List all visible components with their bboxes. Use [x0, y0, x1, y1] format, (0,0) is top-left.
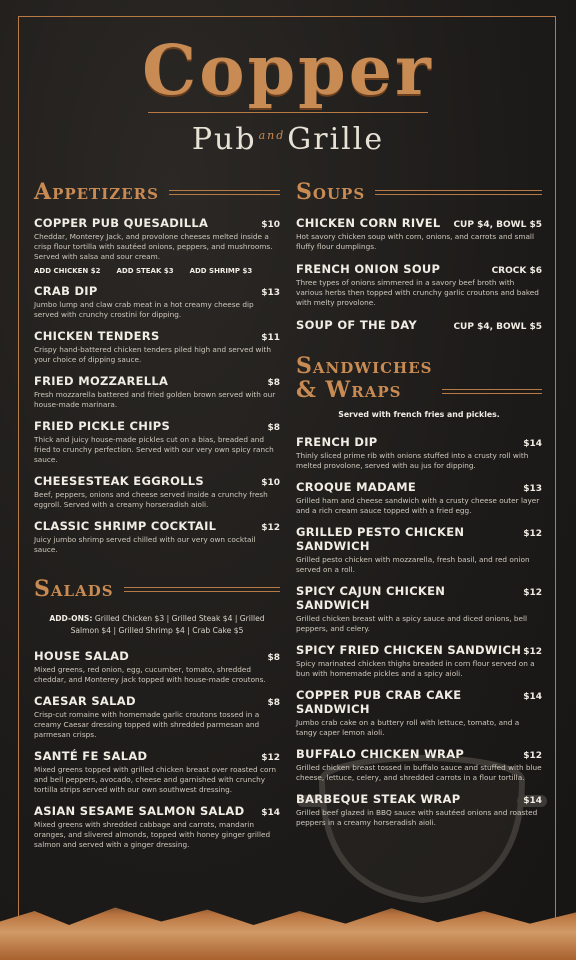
menu-item [34, 374, 280, 410]
menu-header [0, 31, 576, 157]
item-description: Mixed greens, red onion, egg, cucumber, tomato, shredded cheddar, and Monterey jack topped with house-made croutons. [34, 665, 266, 684]
menu-item [34, 474, 280, 510]
item-price: CROCK $6 [491, 266, 542, 276]
item-price: $13 [261, 288, 280, 298]
item-name: CHICKEN TENDERS [34, 329, 160, 343]
menu-item [34, 804, 280, 850]
menu-item [34, 419, 280, 465]
menu-item [296, 792, 542, 828]
item-price: $14 [523, 439, 542, 449]
addon: ADD CHICKEN $2 [34, 267, 101, 275]
item-name: BARBEQUE STEAK WRAP [296, 792, 461, 806]
addon: ADD STEAK $3 [116, 267, 174, 275]
item-name: SPICY FRIED CHICKEN SANDWICH [296, 643, 522, 657]
item-name: BUFFALO CHICKEN WRAP [296, 747, 465, 761]
item-name: CROQUE MADAME [296, 480, 417, 494]
menu-item [34, 329, 280, 365]
menu-item [296, 525, 542, 575]
menu-item [296, 643, 542, 679]
item-name: COPPER PUB QUESADILLA [34, 216, 209, 230]
heading-rule [442, 389, 542, 394]
menu-item [296, 584, 542, 634]
salads-title: Salads [34, 576, 114, 602]
restaurant-name: Copper [142, 31, 434, 111]
item-name: COPPER PUB CRAB CAKE SANDWICH [296, 688, 462, 716]
item-description: Crisp-cut romaine with homemade garlic croutons tossed in a creamy Caesar dressing topped with shredded parmesan and parmesan crisps. [34, 710, 260, 739]
item-price: $12 [523, 588, 542, 598]
subtitle-grille: Grille [287, 122, 385, 157]
subtitle-and: and [258, 129, 286, 142]
salad-addons [34, 613, 280, 637]
title-divider [148, 112, 428, 113]
appetizers-title: Appetizers [34, 179, 159, 205]
item-description: Jumbo crab cake on a buttery roll with lettuce, tomato, and a tangy caper lemon aioli. [296, 718, 520, 737]
item-price: $14 [523, 796, 542, 806]
item-name: SOUP OF THE DAY [296, 318, 417, 332]
item-price: $10 [261, 478, 280, 488]
item-description: Grilled pesto chicken with mozzarella, fresh basil, and red onion served on a roll. [296, 555, 530, 574]
menu-item [34, 649, 280, 685]
subtitle-pub: Pub [191, 122, 257, 157]
item-name: CRAB DIP [34, 284, 98, 298]
item-name: CHICKEN CORN RIVEL [296, 216, 441, 230]
item-description: Thinly sliced prime rib with onions stuffed into a crusty roll with melted provolone, served with au jus for dipping. [296, 451, 529, 470]
item-price: CUP $4, BOWL $5 [453, 322, 542, 332]
menu-item [34, 694, 280, 740]
item-description: Juicy jumbo shrimp served chilled with our very own cocktail sauce. [34, 535, 256, 554]
item-description: Mixed greens with shredded cabbage and carrots, mandarin oranges, and slivered almonds, topped with honey ginger grilled salmon and served with a ginger dressing. [34, 820, 271, 849]
item-price: $8 [267, 423, 280, 433]
menu-item [296, 747, 542, 783]
item-price: CUP $4, BOWL $5 [453, 220, 542, 230]
heading-rule [375, 190, 542, 195]
sandwiches-title-line2: & Wraps [296, 377, 402, 403]
menu-item [296, 435, 542, 471]
sandwiches-title-line1: Sandwiches [296, 353, 433, 379]
addons-label: ADD-ONS: [49, 614, 93, 623]
sandwiches-title [296, 354, 432, 402]
addons-text: Grilled Chicken $3 | Grilled Steak $4 | Grilled Salmon $4 | Grilled Shrimp $4 | Crab Cake $5 [70, 614, 265, 635]
item-description: Jumbo lump and claw crab meat in a hot creamy cheese dip served with crunchy crostini for dipping. [34, 300, 254, 319]
soups-title: Soups [296, 179, 366, 205]
item-name: ASIAN SESAME SALMON SALAD [34, 804, 245, 818]
item-price: $13 [523, 484, 542, 494]
item-name: SANTÉ FE SALAD [34, 749, 148, 763]
item-price: $8 [267, 698, 280, 708]
soups-heading [296, 180, 542, 204]
heading-rule [169, 190, 280, 195]
right-column [296, 180, 542, 837]
item-name: FRENCH ONION SOUP [296, 262, 441, 276]
item-description: Cheddar, Monterey Jack, and provolone cheeses melted inside a crisp flour tortilla with sautéed onions, peppers, and mushrooms. Served with salsa and sour cream. [34, 232, 273, 261]
item-description: Spicy marinated chicken thighs breaded in corn flour served on a bun with homemade pickles and a spicy aioli. [296, 659, 535, 678]
item-name: CAESAR SALAD [34, 694, 136, 708]
menu-item [34, 216, 280, 275]
item-price: $14 [523, 692, 542, 702]
menu-item [296, 262, 542, 308]
item-price: $12 [523, 529, 542, 539]
sandwiches-heading [296, 354, 542, 402]
item-price: $12 [523, 751, 542, 761]
item-description: Grilled beef glazed in BBQ sauce with sautéed onions and roasted peppers in a creamy horseradish aioli. [296, 808, 538, 827]
appetizers-heading [34, 180, 280, 204]
left-column [34, 180, 280, 859]
item-name: HOUSE SALAD [34, 649, 130, 663]
item-description: Hot savory chicken soup with corn, onions, and carrots and small fluffy flour dumplings. [296, 232, 534, 251]
item-price: $8 [267, 653, 280, 663]
item-name: GRILLED PESTO CHICKEN SANDWICH [296, 525, 465, 553]
item-description: Mixed greens topped with grilled chicken breast over roasted corn and bell peppers, avocado, cheese and garnished with crunchy tortilla strips served with our own southwest dressing. [34, 765, 276, 794]
item-name: CLASSIC SHRIMP COCKTAIL [34, 519, 217, 533]
item-description: Thick and juicy house-made pickles cut on a bias, breaded and fried to crunchy perfection. Served with our very own spicy ranch sauce. [34, 435, 274, 464]
item-name: SPICY CAJUN CHICKEN SANDWICH [296, 584, 446, 612]
item-price: $12 [261, 523, 280, 533]
item-price: $12 [261, 753, 280, 763]
item-description: Three types of onions simmered in a savory beef broth with various herbs then topped with crunchy garlic croutons and baked with melty provolone. [296, 278, 539, 307]
restaurant-subtitle [0, 119, 576, 157]
quesadilla-addons [34, 267, 280, 275]
item-description: Fresh mozzarella battered and fried golden brown served with our house-made marinara. [34, 390, 276, 409]
menu-item [296, 688, 542, 738]
item-name: CHEESESTEAK EGGROLLS [34, 474, 205, 488]
item-price: $14 [261, 808, 280, 818]
salads-heading [34, 577, 280, 601]
menu-item [34, 284, 280, 320]
menu-item [296, 216, 542, 252]
item-description: Beef, peppers, onions and cheese served inside a crunchy fresh eggroll. Served with a creamy horseradish aioli. [34, 490, 268, 509]
item-price: $11 [261, 333, 280, 343]
menu-item [34, 519, 280, 555]
item-price: $10 [261, 220, 280, 230]
item-price: $12 [523, 647, 542, 657]
sandwiches-note: Served with french fries and pickles. [338, 410, 500, 419]
heading-rule [124, 587, 280, 592]
item-price: $8 [267, 378, 280, 388]
item-name: FRIED MOZZARELLA [34, 374, 169, 388]
menu-item [296, 318, 542, 332]
item-description: Grilled chicken breast tossed in buffalo sauce and stuffed with blue cheese, lettuce, celery, and shredded carrots in a flour tortilla. [296, 763, 542, 782]
item-description: Grilled ham and cheese sandwich with a crusty cheese outer layer and a rich cream sauce topped with a fried egg. [296, 496, 540, 515]
menu-item [296, 480, 542, 516]
addon: ADD SHRIMP $3 [189, 267, 253, 275]
item-name: FRIED PICKLE CHIPS [34, 419, 171, 433]
item-name: FRENCH DIP [296, 435, 378, 449]
item-description: Grilled chicken breast with a spicy sauce and diced onions, bell peppers, and celery. [296, 614, 528, 633]
menu-item [34, 749, 280, 795]
item-description: Crispy hand-battered chicken tenders piled high and served with your choice of dipping sauce. [34, 345, 271, 364]
